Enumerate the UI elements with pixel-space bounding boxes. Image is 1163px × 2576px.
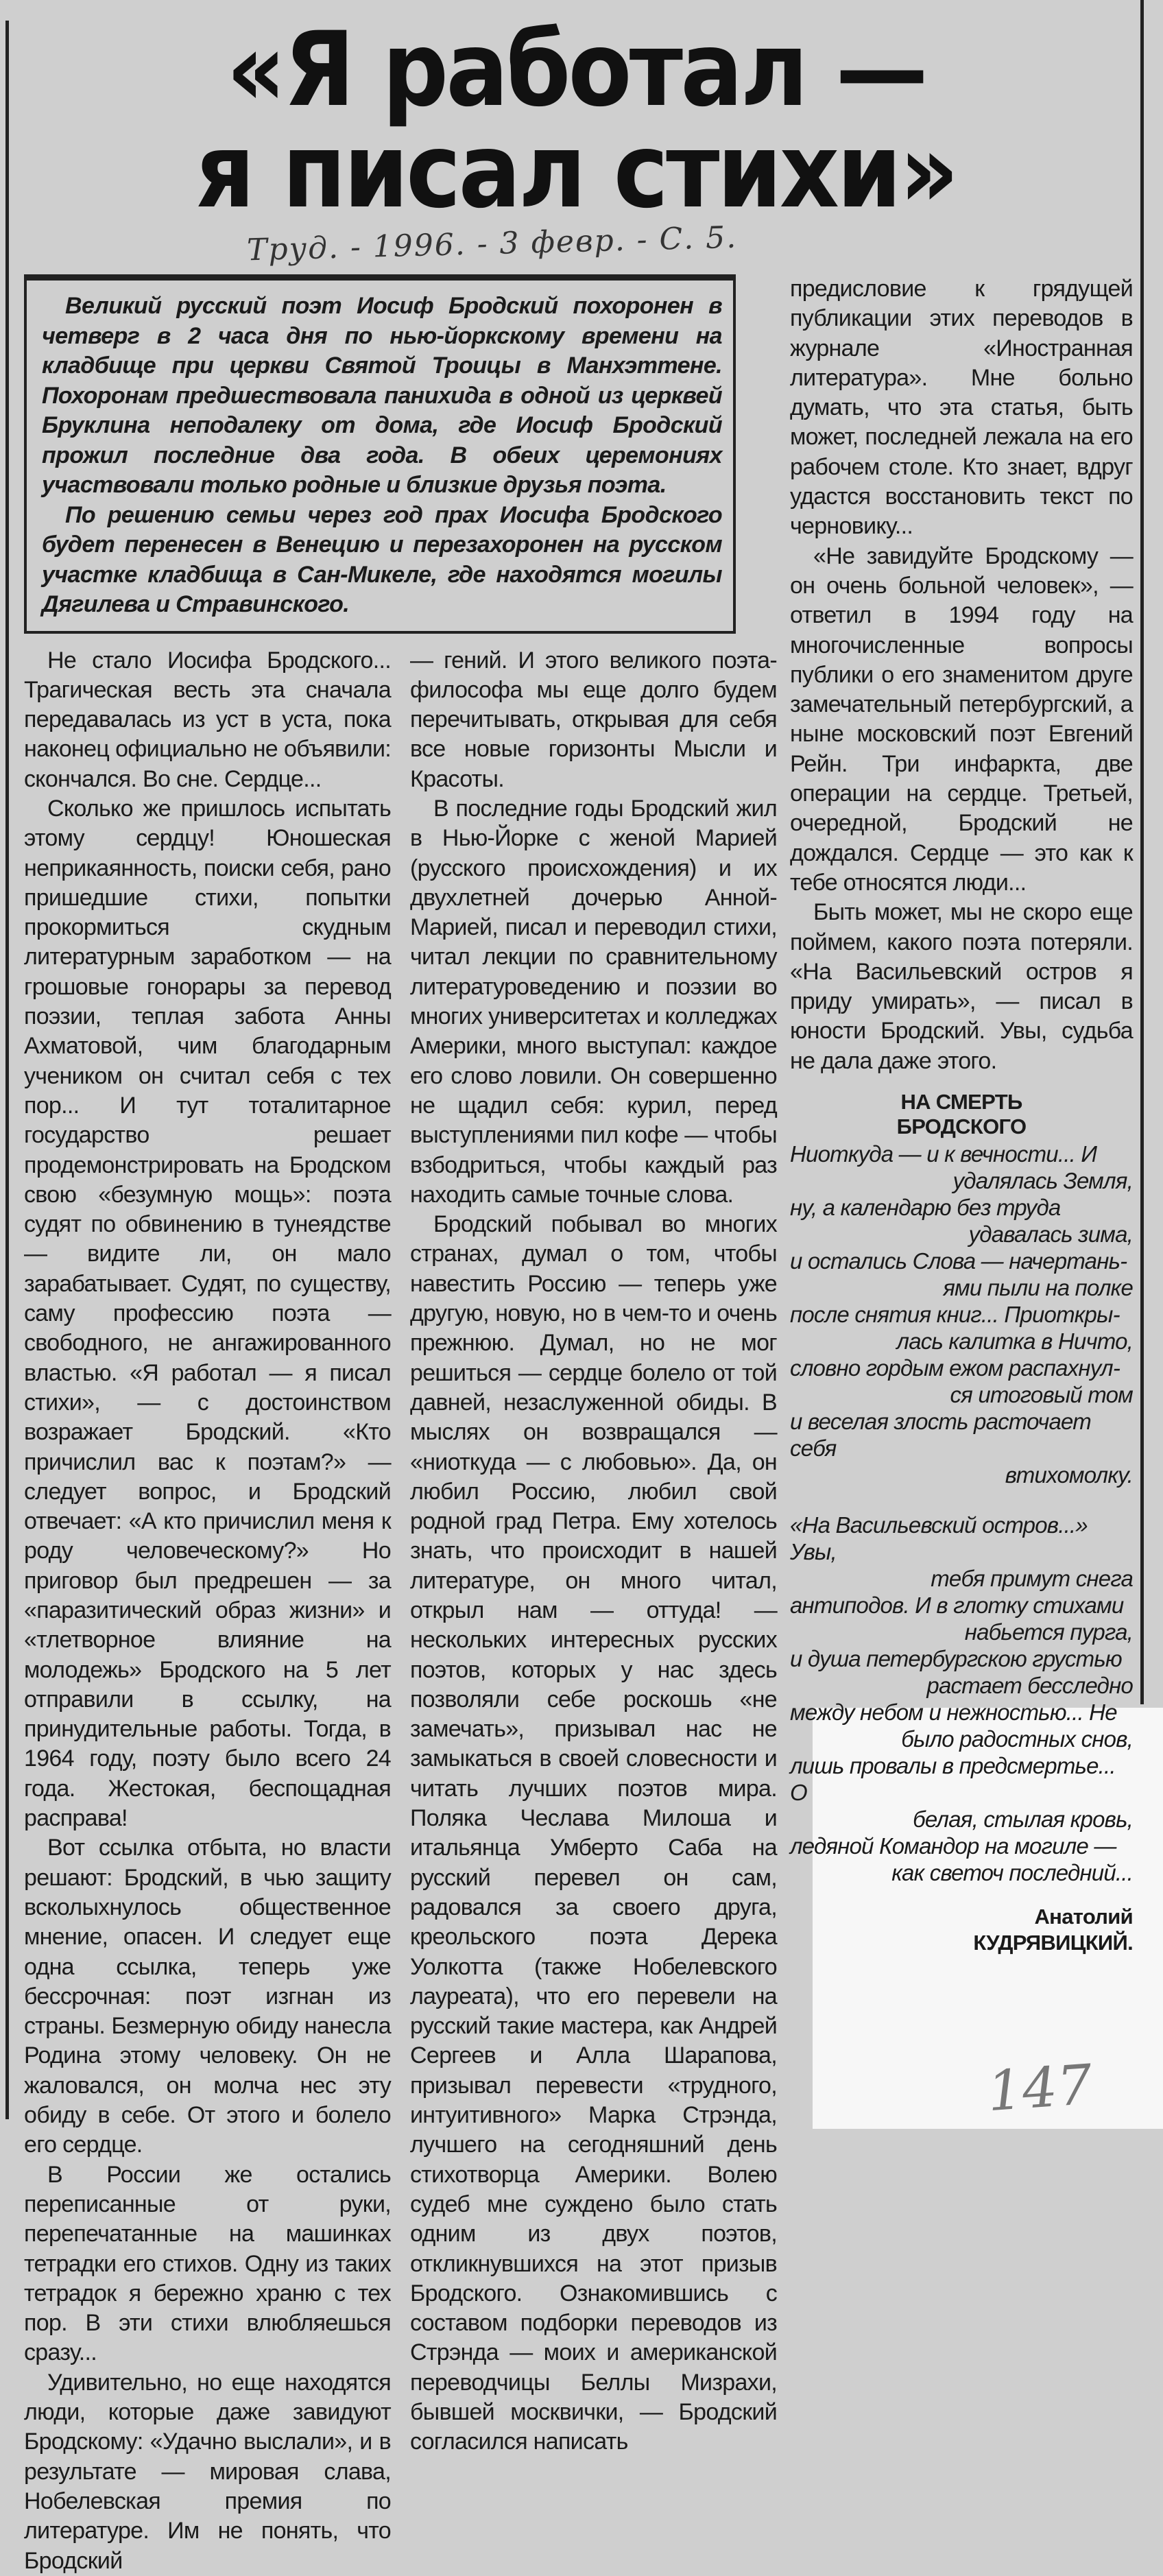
author-signature [790,1904,1133,1956]
paragraph: «Не завидуйте Бродскому — он очень больной человек», — ответил в 1994 году на многочисленные вопросы публики о его знаменитом друге замечательный петербургский, а ныне московский поэт Евгений Рейн. Три инфаркта, две операции на сердце. Третьей, очередной, Бродский не дождался. Сердце — это как к тебе относятся люди... [790,542,1133,896]
paragraph: Не стало Иосифа Бродского... Трагическая весть эта сначала передавалась из уст в уста, пока наконец официально не объявили: скончался. Во сне. Сердце... [24,647,391,792]
poem-line: ледяной Командор на могиле — [790,1833,1116,1859]
poem-line: и остались Слова — начертань- [790,1248,1127,1274]
poem-line: ну, а календарю без труда [790,1195,1061,1221]
handwritten-source-note: Труд. - 1996. - 3 февр. - С. 5. [246,219,738,268]
left-border-rule [5,21,9,2119]
poem-line: как светоч последний... [891,1860,1133,1886]
paragraph: В последние годы Бродский жил в Нью-Йорке с женой Марией (русского происхождения) и их двухлетней дочерью Анной-Марией, писал и переводил стихи, читал лекции по сравнительному литературоведению и поэзии во многих университетах и колледжах Америки, много выступал: каждое его слово ловили. Он совершенно не щадил себя: курил, перед выступлениями пил кофе — чтобы взбодриться, чтобы каждый раз находить самые точные слова. [410,795,777,1208]
lead-paragraph: Великий русский поэт Иосиф Бродский похоронен в четверг в 2 часа дня по нью-йоркскому времени на кладбище при церкви Святой Троицы в Манхэттене. Похоронам предшествовала панихида в одной из церквей Бруклина неподалеку от дома, где Иосиф Бродский прожил последние два года. В обеих церемониях участвовали только родные и близкие друзья поэта. [42,293,722,498]
poem-line: лишь провалы в предсмертье... О [790,1753,1116,1806]
poem-title-line: НА СМЕРТЬ [900,1090,1022,1114]
left-article-area [24,274,778,2576]
paragraph: В России же остались переписанные от руки, перепечатанные на машинках тетрадки его стихов. Одну из таких тетрадок я бережно храню с тех пор. В эти стихи влюбляешься сразу... [24,2161,391,2366]
poem-line: удавалась зима, [968,1221,1133,1248]
poem-line: и веселая злость расточает себя [790,1409,1091,1462]
poem-line: тебя примут снега [931,1566,1133,1592]
poem-line: между небом и нежностью... Не [790,1700,1117,1726]
lead-box [24,274,736,634]
paragraph: Вот ссылка отбыта, но власти решают: Бродский, в чью защиту всколыхнулось общественное мнение, опасен. И следует еще одна ссылка, теперь уже бессрочная: поэт изгнан из страны. Безмерную обиду нанесла Родина этому человеку. Он не жаловался, он молча нес эту обиду в себе. От этого и болело его сердце. [24,1835,391,2158]
poem-line: втихомолку. [1005,1462,1133,1488]
article-columns [24,646,778,2576]
paragraph: — гений. И этого великого поэта-философа мы еще долго будем перечитывать, открывая для себя все новые горизонты Мысли и Красоты. [410,647,777,792]
paragraph: Сколько же пришлось испытать этому сердцу! Юношеская неприкаянность, поиски себя, рано пришедшие стихи, попытки прокормиться скудным литературным заработком — на грошовые гонорары за перевод поэзии, теплая забота Анны Ахматовой, чим благодарным учеником он считал себя с тех пор... И тут тоталитарное государство решает продемонстрировать на Бродском свою «безумную мощь»: поэта судят по обвинению в тунеядстве — видите ли, он мало зарабатывает. Судят, по существу, саму профессию поэта — свободного, не ангажированного властью. «Я работал — я писал стихи», — с достоинством возражает Бродский. «Кто причислил вас к поэтам?» — следует вопрос, и Бродский отвечает: «А кто причислил меня к роду человеческому?» Но приговор был предрешен — за «паразитический образ жизни» и «тлетворное влияние на молодежь» Бродского на 5 лет отправили в ссылку, на принудительные работы. Тогда, в 1964 году, поэту было всего 24 года. Жестокая, беспощадная расправа! [24,795,391,1832]
poem-line: ся итоговый том [950,1382,1133,1408]
poem-line: Ниоткуда — и к вечности... И [790,1141,1097,1167]
poem-line: и душа петербургскою грустью [790,1646,1122,1672]
right-border-rule [1140,0,1144,1704]
author-first-name: Анатолий [1034,1905,1133,1929]
poem-line: набьется пурга, [964,1619,1133,1645]
paragraph: предисловие к грядущей публикации этих переводов в журнале «Иностранная литература». Мне больно думать, что эта статья, быть может, последней лежала на его рабочем столе. Кто знает, вдруг удастся восстановить текст по черновику... [790,276,1133,540]
poem-line: удалялась Земля, [952,1168,1133,1194]
poem-line: лась калитка в Ничто, [896,1328,1133,1355]
headline-line-1: «Я работал — [226,10,926,130]
headline [70,10,1082,231]
poem-line: было радостных снов, [901,1726,1133,1752]
lead-paragraph: По решению семьи через год прах Иосифа Бродского будет перенесен в Венецию и перезахоронен на русском участке кладбища в Сан-Микеле, где находятся могилы Дягилева и Стравинского. [42,501,722,617]
paragraph: Быть может, мы не скоро еще поймем, какого поэта потеряли. «На Васильевский остров я приду умирать», — писал в юности Бродский. Увы, судьба не дала даже этого. [790,899,1133,1074]
poem-line: ями пыли на полке [943,1275,1133,1301]
poem-title-line: БРОДСКОГО [896,1114,1027,1139]
poem-line: антиподов. И в глотку стихами [790,1593,1124,1619]
poem [790,1141,1133,1886]
handwritten-page-number: 147 [985,2052,1094,2124]
stanza-gap [790,1488,1133,1512]
author-last-name: КУДРЯВИЦКИЙ. [973,1931,1133,1955]
headline-line-2: я писал стихи» [195,112,957,231]
poem-line: «На Васильевский остров...» Увы, [790,1512,1088,1565]
poem-title [790,1090,1133,1139]
poem-line: словно гордым ежом распахнул- [790,1355,1120,1381]
poem-line: после снятия книг... Приоткры- [790,1302,1120,1328]
paragraph: Бродский побывал во многих странах, думал о том, чтобы навестить Россию — теперь уже другую, новую, но в чем-то и очень прежнюю. Думал, но не мог решиться — сердце болело от той давней, незаслуженной обиды. В мыслях он возвращался — «ниоткуда — с любовью». Да, он любил Россию, любил свой родной град Петра. Ему хотелось знать, что происходит в нашей литературе, он много читал, открыл нам — оттуда! — нескольких интересных русских поэтов, которых у нас здесь позволяли себе роскошь «не замечать», призывал нас не замыкаться в своей словесности и читать лучших поэтов мира. Поляка Чеслава Милоша и итальянца Умберто Саба на русский перевел он сам, радовался за своего друга, креольского поэта Дерека Уолкотта (также Нобелевского лауреата), что его перевели на русский такие мастера, как Андрей Сергеев и Алла Шарапова, призывал перевести «трудного, интуитивного» Марка Стрэнда, лучшего на сегодняшний день стихотворца Америки. Волею судеб мне суждено было стать одним из двух поэтов, откликнувшихся на этот призыв Бродского. Ознакомившись с составом подборки переводов из Стрэнда — моих и американской переводчицы Беллы Мизрахи, бывшей москвички, — Бродский согласился написать [410,1211,777,2455]
poem-line: белая, стылая кровь, [913,1806,1133,1833]
article-column-1 [24,646,391,2576]
paragraph: Удивительно, но еще находятся люди, которые даже завидуют Бродскому: «Удачно выслали», и в результате — мировая слава, Нобелевская премия по литературе. Им не понять, что Бродский [24,2369,391,2574]
poem-line: растает бесследно [926,1673,1133,1699]
article-column-2 [410,646,777,2576]
article-column-3 [790,274,1133,1956]
